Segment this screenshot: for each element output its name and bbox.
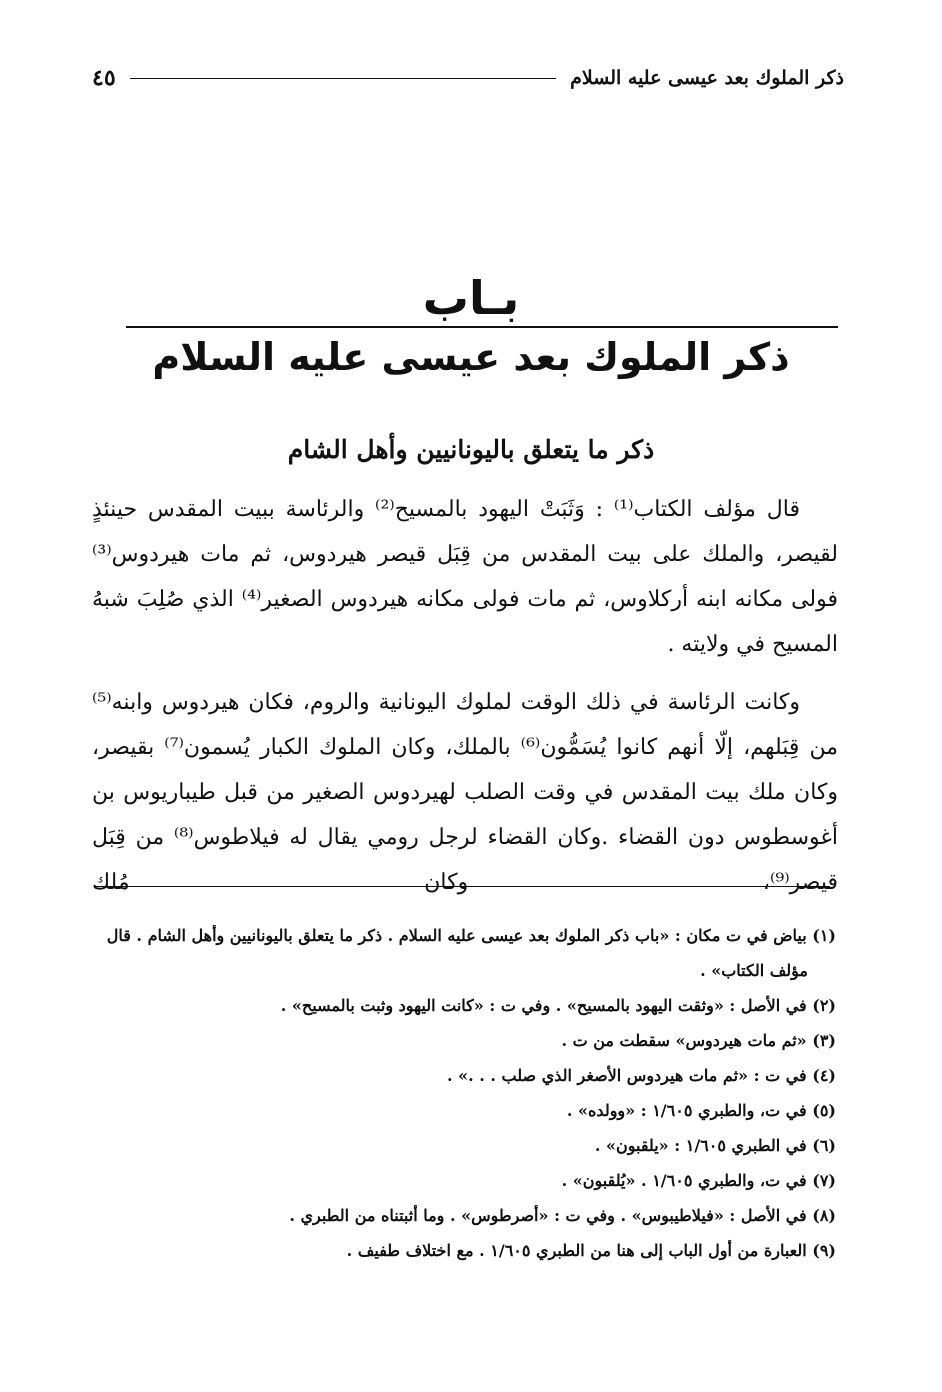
section-title: ذكر ما يتعلق باليونانيين وأهل الشام bbox=[287, 435, 655, 464]
body-text bbox=[92, 487, 838, 905]
footnote: (٤) في ت : «ثم مات هيردوس الأصغر الذي صلب . . .» . bbox=[446, 1066, 836, 1085]
body-paragraph: وكانت الرئاسة في ذلك الوقت لملوك اليونانية والروم، فكان هيردوس وابنه⁽⁵⁾ من قِبَلهم، إلّا أنهم كانوا يُسَمُّون⁽⁶⁾ بالملك، وكان الملوك الكبار يُسمون⁽⁷⁾ بقيصر، وكان ملك بيت المقدس في وقت الصلب لهيردوس الصغير من قبل طيباريوس بن أغوسطوس دون القضاء .وكان القضاء لرجل رومي يقال له فيلاطوس⁽⁸⁾ من قِبَل قيصر⁽⁹⁾، وكان مُلك bbox=[92, 690, 839, 895]
footnote: (٣) «ثم مات هيردوس» سقطت من ت . bbox=[561, 1031, 836, 1050]
chapter-heading-word: بـاب bbox=[422, 271, 520, 325]
running-header bbox=[92, 58, 844, 98]
chapter-rule bbox=[126, 326, 838, 328]
footnote: (٩) العبارة من أول الباب إلى هنا من الطبري ١/٦٠٥ . مع اختلاف طفيف . bbox=[346, 1241, 836, 1260]
header-rule bbox=[130, 78, 557, 79]
footnote: (٦) في الطبري ١/٦٠٥ : «يلقبون» . bbox=[594, 1136, 836, 1155]
footnote: (٨) في الأصل : «فيلاطيبوس» . وفي ت : «أصرطوس» . وما أثبتناه من الطبري . bbox=[289, 1206, 836, 1225]
chapter-title: ذكر الملوك بعد عيسى عليه السلام bbox=[152, 335, 790, 379]
footnote-separator bbox=[94, 886, 830, 887]
running-title: ذكر الملوك بعد عيسى عليه السلام bbox=[570, 67, 844, 89]
footnote: (١) بياض في ت مكان : «باب ذكر الملوك بعد عيسى عليه السلام . ذكر ما يتعلق باليونانيين وأهل الشام . قال مؤلف الكتاب» . bbox=[106, 926, 836, 980]
footnotes bbox=[96, 918, 836, 1268]
page-number: ٤٥ bbox=[92, 65, 116, 91]
footnote: (٥) في ت، والطبري ١/٦٠٥ : «وولده» . bbox=[566, 1101, 836, 1120]
footnote: (٢) في الأصل : «وثقت اليهود بالمسيح» . وفي ت : «كانت اليهود وثبت بالمسيح» . bbox=[280, 996, 836, 1015]
body-paragraph: قال مؤلف الكتاب⁽¹⁾ : وَثَبَتْ اليهود بالمسيح⁽²⁾ والرئاسة ببيت المقدس حينئذٍ لقيصر، والملك على بيت المقدس من قِبَل قيصر هيردوس، ثم مات هيردوس⁽³⁾ فولى مكانه ابنه أركلاوس، ثم مات فولى مكانه هيردوس الصغير⁽⁴⁾ الذي صُلِبَ شبهُ المسيح في ولايته . bbox=[92, 497, 838, 657]
footnote: (٧) في ت، والطبري ١/٦٠٥ . «يُلقبون» . bbox=[561, 1171, 836, 1190]
